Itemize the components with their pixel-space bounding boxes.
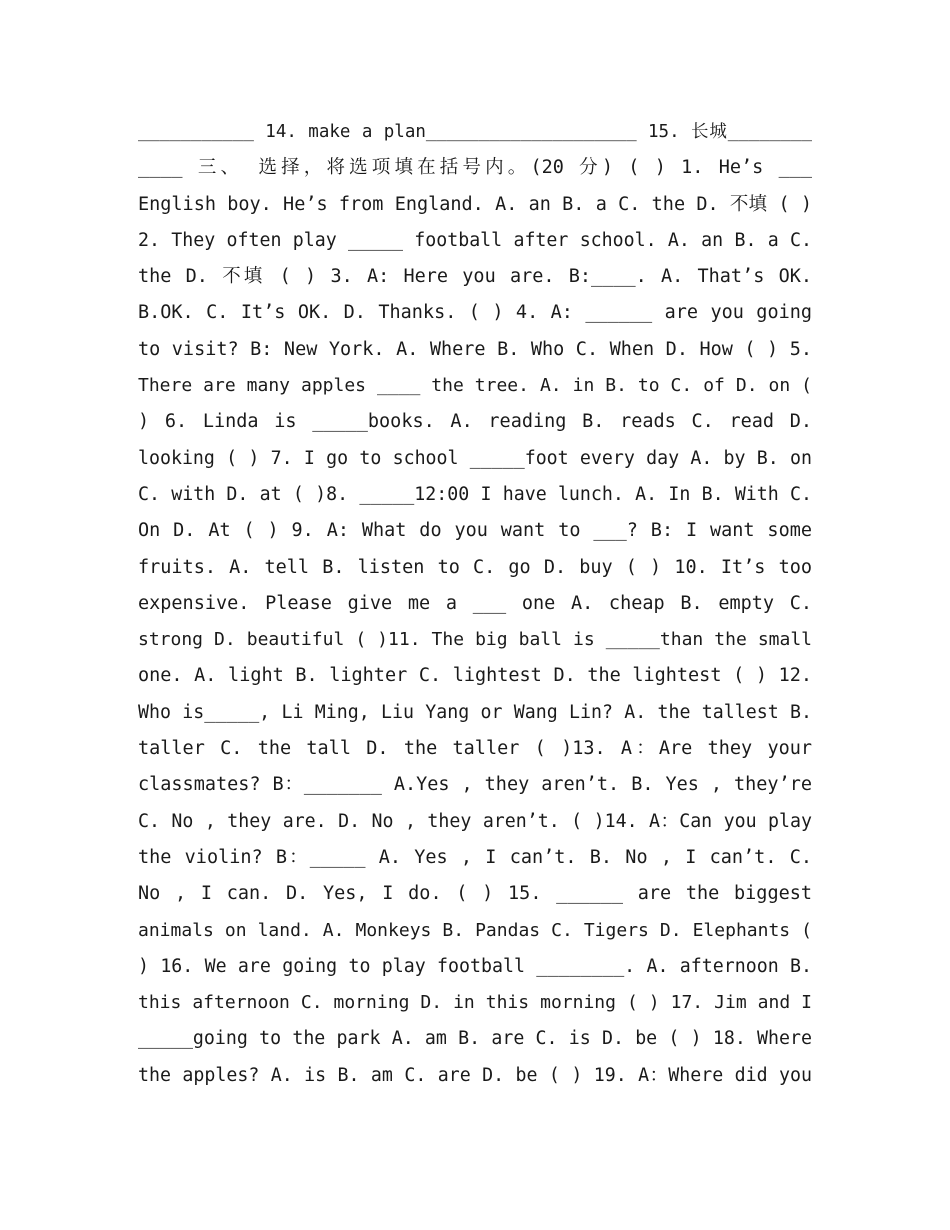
text-line: ___________ 14. make a plan____________________ 15. 长城________: [138, 122, 812, 142]
text-line: one. A. light B. lighter C. lightest D. the lightest ( ) 12.: [138, 665, 812, 687]
text-line: B.OK. C. It’s OK. D. Thanks. ( ) 4. A: ______ are you going: [138, 302, 812, 324]
text-line: ) 6. Linda is _____books. A. reading B. reads C. read D.: [138, 411, 812, 433]
text-line: classmates? B：_______ A.Yes , they aren’t. B. Yes , they’re: [138, 774, 812, 796]
text-line: Who is_____, Li Ming, Liu Yang or Wang Lin? A. the tallest B.: [138, 701, 812, 723]
text-line: ) 16. We are going to play football ________. A. afternoon B.: [138, 955, 812, 977]
text-line: to visit? B: New York. A. Where B. Who C. When D. How ( ) 5.: [138, 338, 812, 360]
text-line: the violin? B：_____ A. Yes , I can’t. B. No , I can’t. C.: [138, 846, 812, 868]
text-line: expensive. Please give me a ___ one A. cheap B. empty C.: [138, 592, 812, 614]
text-line: animals on land. A. Monkeys B. Pandas C. Tigers D. Elephants (: [138, 919, 812, 941]
text-line: taller C. the tall D. the taller ( )13. A：Are they your: [138, 738, 812, 760]
text-line: _____going to the park A. am B. are C. is D. be ( ) 18. Where: [138, 1028, 812, 1050]
text-line: 2. They often play _____ football after school. A. an B. a C.: [138, 229, 812, 251]
text-line: looking ( ) 7. I go to school _____foot every day A. by B. on: [138, 447, 812, 469]
text-line: this afternoon C. morning D. in this morning ( ) 17. Jim and I: [138, 992, 812, 1014]
text-line: On D. At ( ) 9. A: What do you want to ___? B: I want some: [138, 520, 812, 542]
text-line: C. No , they are. D. No , they aren’t. ( )14. A：Can you play: [138, 810, 812, 832]
text-line: C. with D. at ( )8. _____12:00 I have lunch. A. In B. With C.: [138, 483, 812, 505]
text-line: the D. 不填 ( ) 3. A: Here you are. B:____. A. That’s OK.: [138, 266, 812, 288]
text-line: strong D. beautiful ( )11. The big ball is _____than the small: [138, 629, 812, 651]
text-line: English boy. He’s from England. A. an B. a C. the D. 不填 ( ): [138, 193, 812, 215]
text-line: ____ 三、 选择，将选项填在括号内。(20 分) ( ) 1. He’s ___: [138, 157, 812, 179]
text-line: There are many apples ____ the tree. A. in B. to C. of D. on (: [138, 375, 812, 397]
text-line: fruits. A. tell B. listen to C. go D. buy ( ) 10. It’s too: [138, 556, 812, 578]
text-line: No , I can. D. Yes, I do. ( ) 15. ______ are the biggest: [138, 883, 812, 905]
document-body: [138, 114, 812, 1094]
text-line: the apples? A. is B. am C. are D. be ( ) 19. A：Where did you: [138, 1064, 812, 1086]
